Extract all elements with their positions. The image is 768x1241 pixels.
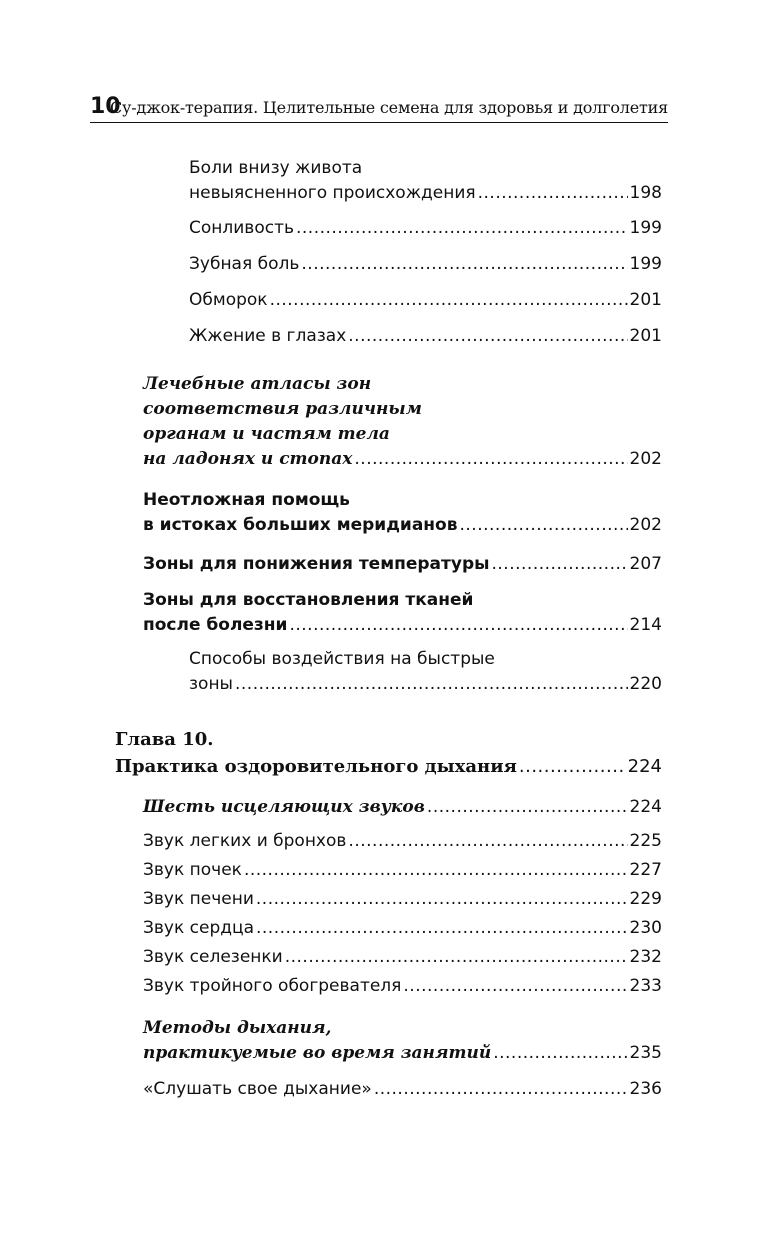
toc-entry-title: «Слушать свое дыхание» bbox=[143, 1079, 372, 1099]
toc-entry[interactable] bbox=[143, 972, 662, 1001]
leader-dots bbox=[256, 885, 628, 914]
toc-entry-title: Звук тройного обогревателя bbox=[143, 976, 402, 996]
toc-page-number: 225 bbox=[629, 831, 662, 851]
toc-page-number: 199 bbox=[629, 218, 662, 238]
toc-entry[interactable] bbox=[143, 856, 662, 885]
toc-page-number: 202 bbox=[629, 515, 662, 535]
toc-page-number: 233 bbox=[629, 976, 662, 996]
toc-section[interactable] bbox=[143, 1016, 662, 1066]
leader-dots bbox=[235, 672, 628, 697]
toc-section-title: органам и частям тела bbox=[143, 424, 390, 444]
page-header bbox=[90, 94, 668, 122]
toc-entry-title: Способы воздействия на быстрые bbox=[189, 649, 495, 669]
toc-entry-title: Звук легких и бронхов bbox=[143, 831, 347, 851]
toc-section[interactable] bbox=[143, 588, 662, 638]
toc-section-title: после болезни bbox=[143, 615, 288, 635]
toc-section-title: практикуемые во время занятий bbox=[143, 1043, 492, 1063]
toc-page-number: 220 bbox=[629, 674, 662, 694]
toc-entry[interactable] bbox=[189, 288, 662, 313]
toc-entry[interactable] bbox=[189, 156, 662, 206]
leader-dots bbox=[460, 513, 628, 538]
toc-section-title: Методы дыхания, bbox=[143, 1018, 332, 1038]
toc-section[interactable] bbox=[143, 488, 662, 538]
page-number: 10 bbox=[90, 94, 121, 119]
toc-section[interactable] bbox=[143, 372, 662, 472]
toc-section-title: в истоках больших меридианов bbox=[143, 515, 458, 535]
toc-entry[interactable] bbox=[189, 324, 662, 349]
toc-section-title: Лечебные атласы зон bbox=[143, 374, 372, 394]
toc-page-number: 201 bbox=[629, 326, 662, 346]
toc-entry-title: Зубная боль bbox=[189, 254, 300, 274]
toc-section[interactable] bbox=[143, 795, 662, 820]
toc-section-title: Шесть исцеляющих звуков bbox=[143, 797, 425, 817]
leader-dots bbox=[403, 972, 627, 1001]
toc-entry[interactable] bbox=[143, 827, 662, 856]
toc-entry-title: Звук почек bbox=[143, 860, 242, 880]
toc-entry[interactable] bbox=[189, 252, 662, 277]
toc-section-title: Зоны для понижения температуры bbox=[143, 554, 490, 574]
toc-page-number: 232 bbox=[629, 947, 662, 967]
toc-entry-title: Звук селезенки bbox=[143, 947, 283, 967]
leader-dots bbox=[270, 288, 628, 313]
toc-page-number: 236 bbox=[629, 1079, 662, 1099]
toc-entry-title: Обморок bbox=[189, 290, 268, 310]
toc-page-number: 214 bbox=[629, 615, 662, 635]
toc-page-number: 224 bbox=[629, 797, 662, 817]
leader-dots bbox=[256, 914, 628, 943]
leader-dots bbox=[374, 1077, 628, 1102]
leader-dots bbox=[354, 447, 627, 472]
toc-section-title: на ладонях и стопах bbox=[143, 449, 353, 469]
toc-entry-title: невыясненного происхождения bbox=[189, 183, 476, 203]
leader-dots bbox=[289, 613, 627, 638]
toc-entry[interactable] bbox=[143, 914, 662, 943]
leader-dots bbox=[285, 943, 628, 972]
leader-dots bbox=[492, 552, 628, 577]
leader-dots bbox=[244, 856, 628, 885]
toc-page-number: 235 bbox=[629, 1043, 662, 1063]
toc-page-number: 224 bbox=[627, 756, 662, 777]
toc-entry-title: Боли внизу живота bbox=[189, 158, 363, 178]
leader-dots bbox=[427, 795, 628, 820]
leader-dots bbox=[296, 216, 628, 241]
toc-entry-title: Звук сердца bbox=[143, 918, 254, 938]
toc-entry[interactable] bbox=[143, 943, 662, 972]
chapter-number: Глава 10. bbox=[115, 729, 214, 750]
toc-entry[interactable] bbox=[143, 885, 662, 914]
toc-entry-title: Звук печени bbox=[143, 889, 254, 909]
toc-page-number: 227 bbox=[629, 860, 662, 880]
leader-dots bbox=[301, 252, 627, 277]
toc-section[interactable] bbox=[143, 552, 662, 577]
header-rule bbox=[90, 122, 668, 123]
leader-dots bbox=[348, 827, 627, 856]
toc-entry-title: зоны bbox=[189, 674, 233, 694]
toc-page-number: 198 bbox=[629, 183, 662, 203]
toc-section-title: соответствия различным bbox=[143, 399, 422, 419]
toc-entry-title: Жжение в глазах bbox=[189, 326, 347, 346]
toc-page-number: 202 bbox=[629, 449, 662, 469]
leader-dots bbox=[493, 1041, 627, 1066]
toc-page-number: 201 bbox=[629, 290, 662, 310]
toc-page-number: 199 bbox=[629, 254, 662, 274]
toc-entry[interactable] bbox=[189, 216, 662, 241]
toc-page-number: 229 bbox=[629, 889, 662, 909]
leader-dots bbox=[519, 753, 626, 780]
chapter-title: Практика оздоровительного дыхания bbox=[115, 756, 517, 777]
sound-list bbox=[143, 827, 662, 1001]
toc-page-number: 207 bbox=[629, 554, 662, 574]
toc-section-title: Неотложная помощь bbox=[143, 490, 350, 510]
toc-entry-title: Сонливость bbox=[189, 218, 294, 238]
leader-dots bbox=[348, 324, 627, 349]
toc-chapter[interactable] bbox=[115, 726, 662, 780]
toc-entry[interactable] bbox=[143, 1077, 662, 1102]
toc-page-number: 230 bbox=[629, 918, 662, 938]
toc-section-title: Зоны для восстановления тканей bbox=[143, 590, 474, 610]
toc-entry[interactable] bbox=[189, 647, 662, 697]
leader-dots bbox=[478, 181, 628, 206]
running-title: Су-джок-терапия. Целительные семена для здоровья и долголетия bbox=[109, 98, 668, 117]
